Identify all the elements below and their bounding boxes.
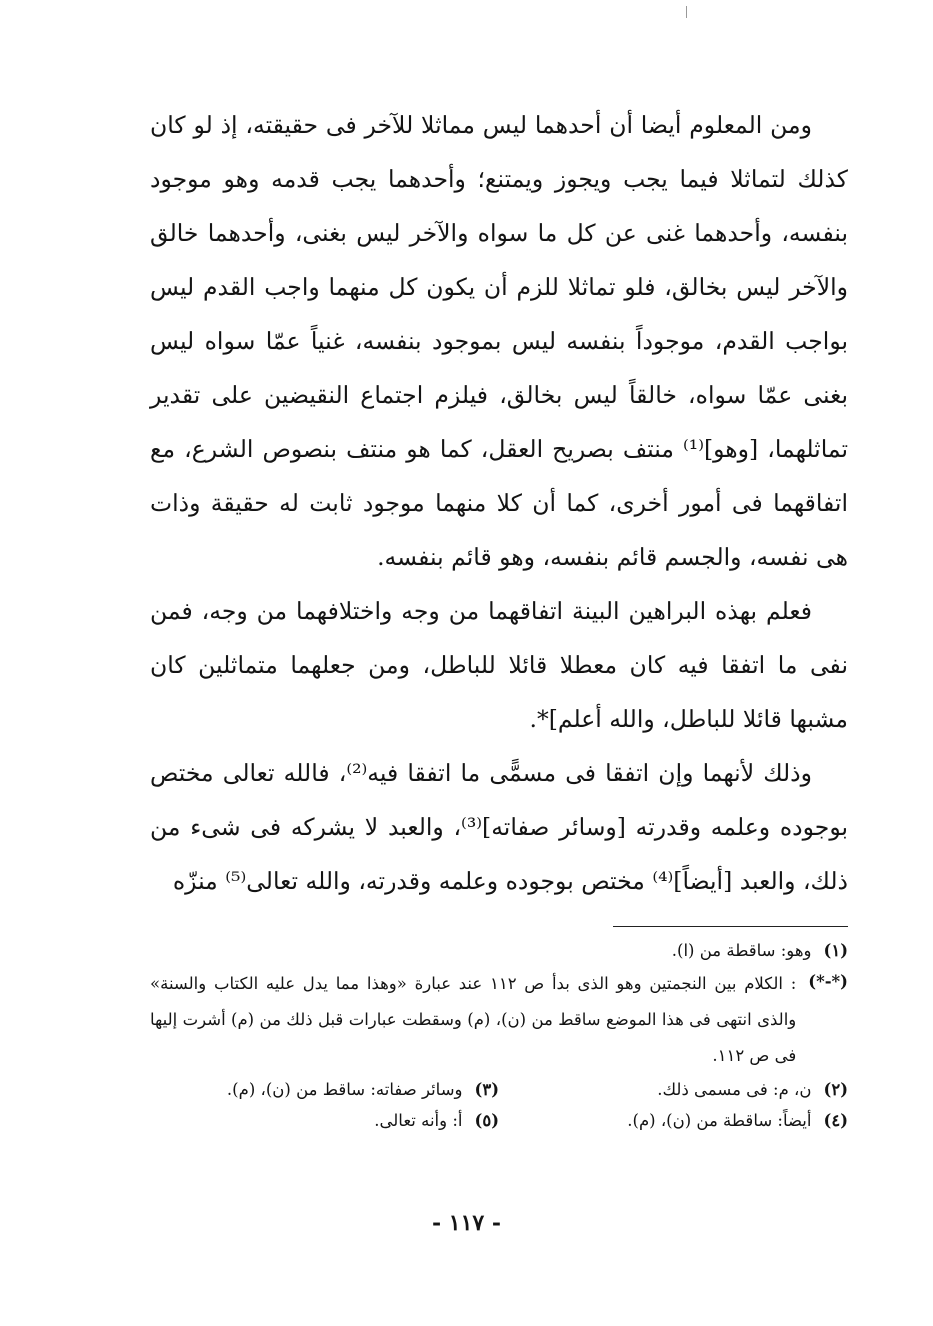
footnote-number: (٤) <box>823 1111 848 1130</box>
footnote-1 <box>150 935 848 966</box>
footnote-5 <box>150 1105 499 1136</box>
footnote-text: أيضاً: ساقطة من (ن)، (م). <box>627 1111 812 1130</box>
footnotes <box>150 935 848 1136</box>
footnote-number: (٥) <box>474 1111 499 1130</box>
footnote-number: (*-*) <box>808 972 848 991</box>
footnote-text: : الكلام بين النجمتين وهو الذى بدأ ص ١١٢ عند عبارة «وهذا مما يدل عليه الكتاب والسنة» والذى انتهى فى هذا الموضع ساقط من (ن)، (م) وسقطت عبارات قبل ذلك من (م) أشرت إليها فى ص ١١٢. <box>150 974 797 1065</box>
footnote-row-4-5 <box>150 1105 848 1136</box>
footnote-2 <box>499 1074 848 1105</box>
paragraph-3: وذلك لأنهما وإن اتفقا فى مسمًّى ما اتفقا فيه⁽²⁾، فالله تعالى مختص بوجوده وعلمه وقدرته [وسائر صفاته]⁽³⁾، والعبد لا يشركه فى شىء من ذلك، والعبد [أيضاً]⁽⁴⁾ مختص بوجوده وعلمه وقدرته، والله تعالى⁽⁵⁾ منزّه <box>150 759 848 895</box>
footnote-row-2-3 <box>150 1074 848 1105</box>
footnote-text: أ: وأنه تعالى. <box>374 1111 463 1130</box>
footnote-star <box>150 966 848 1074</box>
scan-mark <box>686 6 687 18</box>
footnote-4 <box>499 1105 848 1136</box>
footnote-divider <box>613 926 848 927</box>
footnote-text: وهو: ساقطة من (ا). <box>671 941 812 960</box>
footnote-number: (١) <box>823 941 848 960</box>
footnote-3 <box>150 1074 499 1105</box>
main-text <box>150 98 848 908</box>
footnote-number: (٣) <box>474 1080 499 1099</box>
footnote-text: وسائر صفاته: ساقط من (ن)، (م). <box>226 1080 463 1099</box>
paragraph-2: فعلم بهذه البراهين البينة اتفاقهما من وجه واختلافهما من وجه، فمن نفى ما اتفقا فيه كان معطلا قائلا للباطل، ومن جعلهما متماثلين كان مشبها قائلا للباطل، والله أعلم]*. <box>150 597 848 733</box>
paragraph-1: ومن المعلوم أيضا أن أحدهما ليس مماثلا للآخر فى حقيقته، إذ لو كان كذلك لتماثلا فيما يجب ويجوز ويمتنع؛ وأحدهما يجب قدمه وهو موجود بنفسه، وأحدهما غنى عن كل ما سواه والآخر ليس بغنى، وأحدهما خالق والآخر ليس بخالق، فلو تماثلا للزم أن يكون كل منهما واجب القدم ليس بواجب القدم، موجوداً بنفسه ليس بموجود بنفسه، غنياً عمّا سواه ليس بغنى عمّا سواه، خالقاً ليس بخالق، فيلزم اجتماع النقيضين على تقدير تماثلهما، [وهو]⁽¹⁾ منتف بصريح العقل، كما هو منتف بنصوص الشرع، مع اتفاقهما فى أمور أخرى، كما أن كلا منهما موجود ثابت له حقيقة وذات هى نفسه، والجسم قائم بنفسه، وهو قائم بنفسه. <box>150 111 849 571</box>
page-number: - ١١٧ - <box>431 1210 502 1236</box>
page-body <box>150 98 848 1136</box>
footnote-text: ن، م: فى مسمى ذلك. <box>657 1080 812 1099</box>
footnote-number: (٢) <box>823 1080 848 1099</box>
